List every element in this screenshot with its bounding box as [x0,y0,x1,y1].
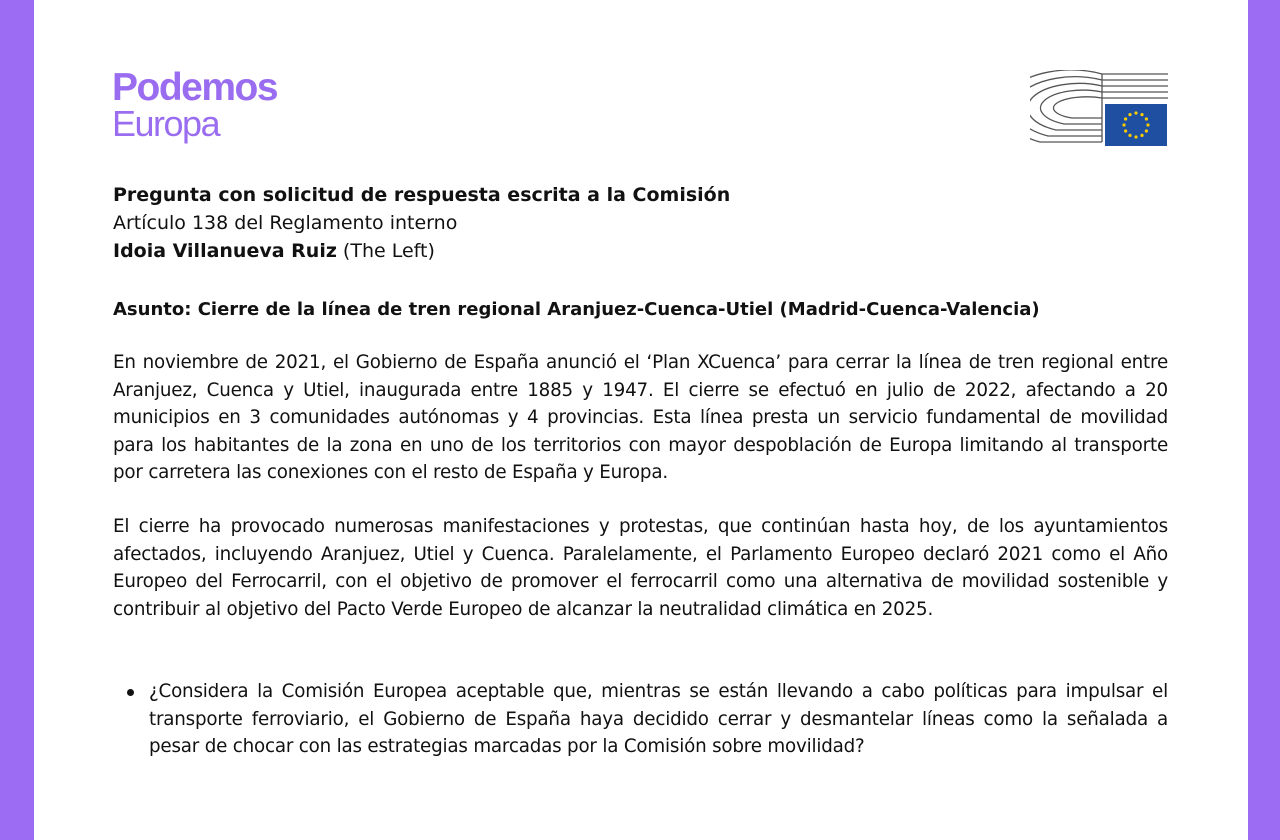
document-page [34,0,1248,840]
question-item [127,678,1168,761]
subject-line: Asunto: Cierre de la línea de tren regional Aranjuez-Cuenca-Utiel (Madrid-Cuenca-Valencia) [113,299,1040,320]
bullet-icon [127,689,134,696]
question-text: ¿Considera la Comisión Europea aceptable que, mientras se están llevando a cabo políticas para impulsar el transporte ferroviario, el Gobierno de España haya decidido cerrar y desmantelar líneas como la señalada a pesar de chocar con las estrategias marcadas por la Comisión sobre movilidad? [149,681,1168,757]
question-header [113,181,1173,265]
podemos-europa-logo [112,66,278,144]
rule-reference: Artículo 138 del Reglamento interno [113,212,458,234]
paragraph-1: En noviembre de 2021, el Gobierno de España anunció el ‘Plan XCuenca’ para cerrar la línea de tren regional entre Aranjuez, Cuenca y Utiel, inaugurada entre 1885 y 1947. El cierre se efectuó en julio de 2022, afectando a 20 municipios en 3 comunidades autónomas y 4 provincias. Esta línea presta un servicio fundamental de movilidad para los habitantes de la zona en uno de los territorios con mayor despoblación de Europa limitando al transporte por carretera las conexiones con el resto de España y Europa. [113,352,1168,483]
author-group: (The Left) [336,240,435,262]
logo-line-2: Europa [112,103,220,144]
question-type: Pregunta con solicitud de respuesta escrita a la Comisión [113,184,731,206]
european-parliament-logo [1030,70,1170,148]
logo-line-1: Podemos [112,66,278,109]
author-name: Idoia Villanueva Ruiz [113,240,337,262]
question-list [127,678,1168,761]
eu-flag-icon [1105,104,1167,146]
paragraph-2: El cierre ha provocado numerosas manifestaciones y protestas, que continúan hasta hoy, de los ayuntamientos afectados, incluyendo Aranjuez, Utiel y Cuenca. Paralelamente, el Parlamento Europeo declaró 2021 como el Año Europeo del Ferrocarril, con el objetivo de promover el ferrocarril como una alternativa de movilidad sostenible y contribuir al objetivo del Pacto Verde Europeo de alcanzar la neutralidad climática en 2025. [113,516,1168,620]
author-line [113,237,1173,265]
